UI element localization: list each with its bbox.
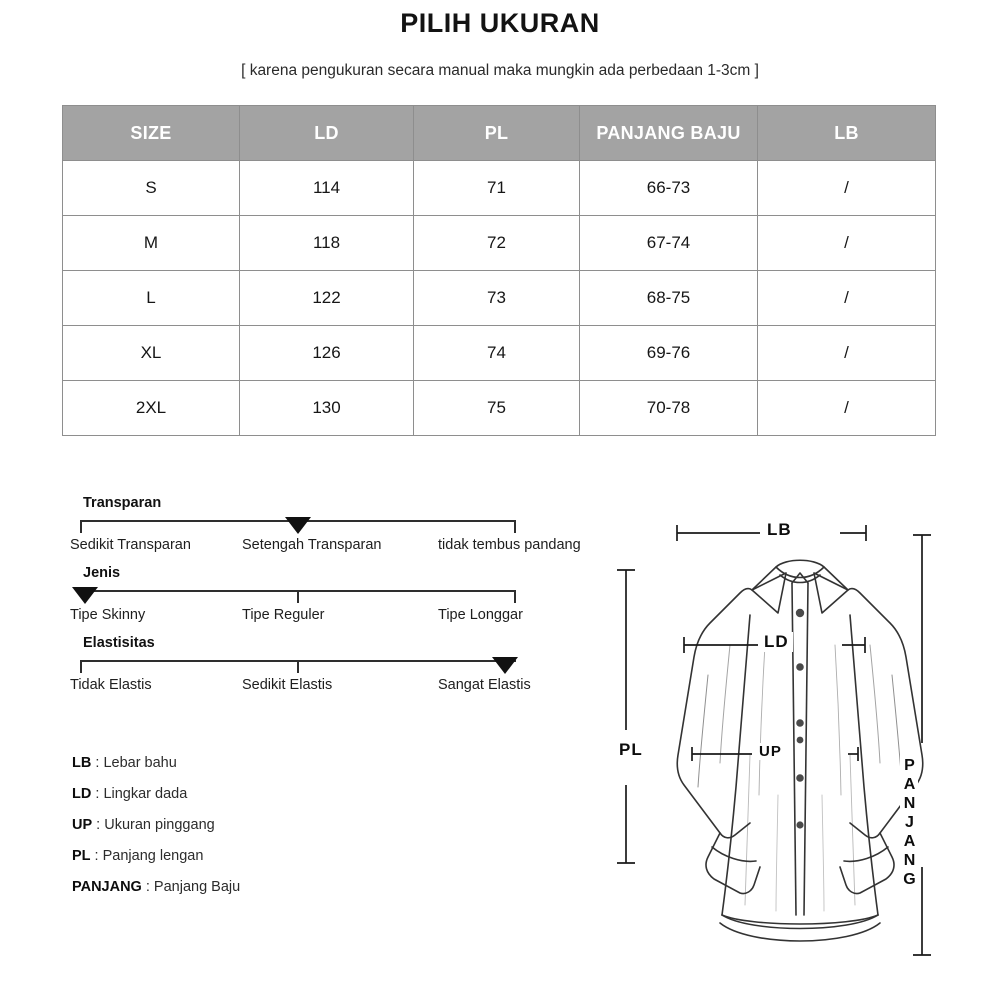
scale-label-low: Sedikit Transparan [70, 537, 191, 553]
cell-size: XL [63, 326, 240, 381]
scale-label-high: Tipe Longgar [438, 607, 523, 623]
measure-label-pl: PL [615, 740, 647, 760]
legend-separator: : [90, 848, 103, 864]
legend-item-pl [72, 848, 492, 864]
legend-abbr: PL [72, 848, 91, 864]
track-tick-mid [297, 660, 299, 673]
measure-label-up: UP [755, 743, 786, 760]
cell-lb: / [758, 161, 936, 216]
measure-label-lb: LB [763, 520, 796, 540]
legend-description: Lebar bahu [103, 755, 177, 771]
track-tick-left [80, 660, 82, 673]
measure-label-ld: LD [760, 632, 793, 652]
track-tick-right [514, 520, 516, 533]
column-header-size: SIZE [63, 106, 240, 161]
scale-marker-triangle-icon [492, 657, 518, 674]
legend-description: Panjang lengan [102, 848, 204, 864]
table-row [63, 381, 936, 436]
page-title: PILIH UKURAN [400, 8, 600, 38]
table-row [63, 271, 936, 326]
table-row [63, 216, 936, 271]
scale-label-low: Tidak Elastis [70, 677, 152, 693]
column-header-lb: LB [758, 106, 936, 161]
legend-separator: : [91, 786, 104, 802]
scale-labels [70, 677, 600, 699]
scale-track[interactable] [80, 660, 516, 674]
scale-title: Jenis [83, 565, 121, 581]
cell-ld: 126 [240, 326, 414, 381]
shirt-measurement-diagram [600, 495, 1000, 1000]
cell-ld: 130 [240, 381, 414, 436]
cell-panjang-baju: 67-74 [580, 216, 758, 271]
scale-title: Elastisitas [83, 635, 155, 651]
track-tick-left [80, 520, 82, 533]
column-header-panjang-baju: PANJANG BAJU [580, 106, 758, 161]
legend-abbr: PANJANG [72, 879, 142, 895]
scale-marker-triangle-icon [285, 517, 311, 534]
cell-lb: / [758, 326, 936, 381]
scale-marker-triangle-icon [72, 587, 98, 604]
cell-lb: / [758, 271, 936, 326]
cell-ld: 118 [240, 216, 414, 271]
legend-item-ld [72, 786, 492, 802]
cell-ld: 114 [240, 161, 414, 216]
cell-pl: 73 [414, 271, 580, 326]
attribute-scales [0, 495, 600, 725]
abbreviation-legend [72, 755, 492, 910]
table-row [63, 161, 936, 216]
cell-lb: / [758, 381, 936, 436]
cell-size: M [63, 216, 240, 271]
table-row [63, 326, 936, 381]
legend-abbr: LD [72, 786, 92, 802]
cell-panjang-baju: 69-76 [580, 326, 758, 381]
cell-size: S [63, 161, 240, 216]
scale-label-high: Sangat Elastis [438, 677, 531, 693]
legend-separator: : [91, 755, 104, 771]
column-header-ld: LD [240, 106, 414, 161]
scale-label-mid: Sedikit Elastis [242, 677, 333, 693]
cell-ld: 122 [240, 271, 414, 326]
cell-size: 2XL [63, 381, 240, 436]
legend-separator: : [92, 817, 105, 833]
cell-pl: 74 [414, 326, 580, 381]
legend-separator: : [141, 879, 154, 895]
legend-abbr: LB [72, 755, 92, 771]
scale-track[interactable] [80, 520, 516, 534]
legend-item-lb [72, 755, 492, 771]
cell-pl: 71 [414, 161, 580, 216]
legend-description: Panjang Baju [153, 879, 241, 895]
scale-title: Transparan [83, 495, 162, 511]
cell-pl: 72 [414, 216, 580, 271]
scale-label-high: tidak tembus pandang [438, 537, 581, 553]
legend-item-up [72, 817, 492, 833]
scale-label-mid: Setengah Transparan [242, 537, 382, 553]
scale-label-mid: Tipe Reguler [242, 607, 325, 623]
legend-item-panjang [72, 879, 492, 895]
cell-panjang-baju: 66-73 [580, 161, 758, 216]
measure-label-panjang: PANJANG [900, 753, 918, 894]
cell-size: L [63, 271, 240, 326]
table-header-row [63, 106, 936, 161]
scale-labels [70, 607, 600, 629]
scale-label-low: Tipe Skinny [70, 607, 146, 623]
legend-abbr: UP [72, 817, 93, 833]
legend-description: Lingkar dada [103, 786, 188, 802]
column-header-pl: PL [414, 106, 580, 161]
legend-description: Ukuran pinggang [104, 817, 215, 833]
size-table [62, 105, 936, 436]
cell-panjang-baju: 70-78 [580, 381, 758, 436]
cell-pl: 75 [414, 381, 580, 436]
scale-track[interactable] [80, 590, 516, 604]
scale-labels [70, 537, 600, 559]
shirt-illustration-icon [600, 495, 1000, 1000]
cell-lb: / [758, 216, 936, 271]
track-tick-mid [297, 590, 299, 603]
cell-panjang-baju: 68-75 [580, 271, 758, 326]
measurement-note: [ karena pengukuran secara manual maka mungkin ada perbedaan 1-3cm ] [241, 62, 759, 79]
track-tick-right [514, 590, 516, 603]
